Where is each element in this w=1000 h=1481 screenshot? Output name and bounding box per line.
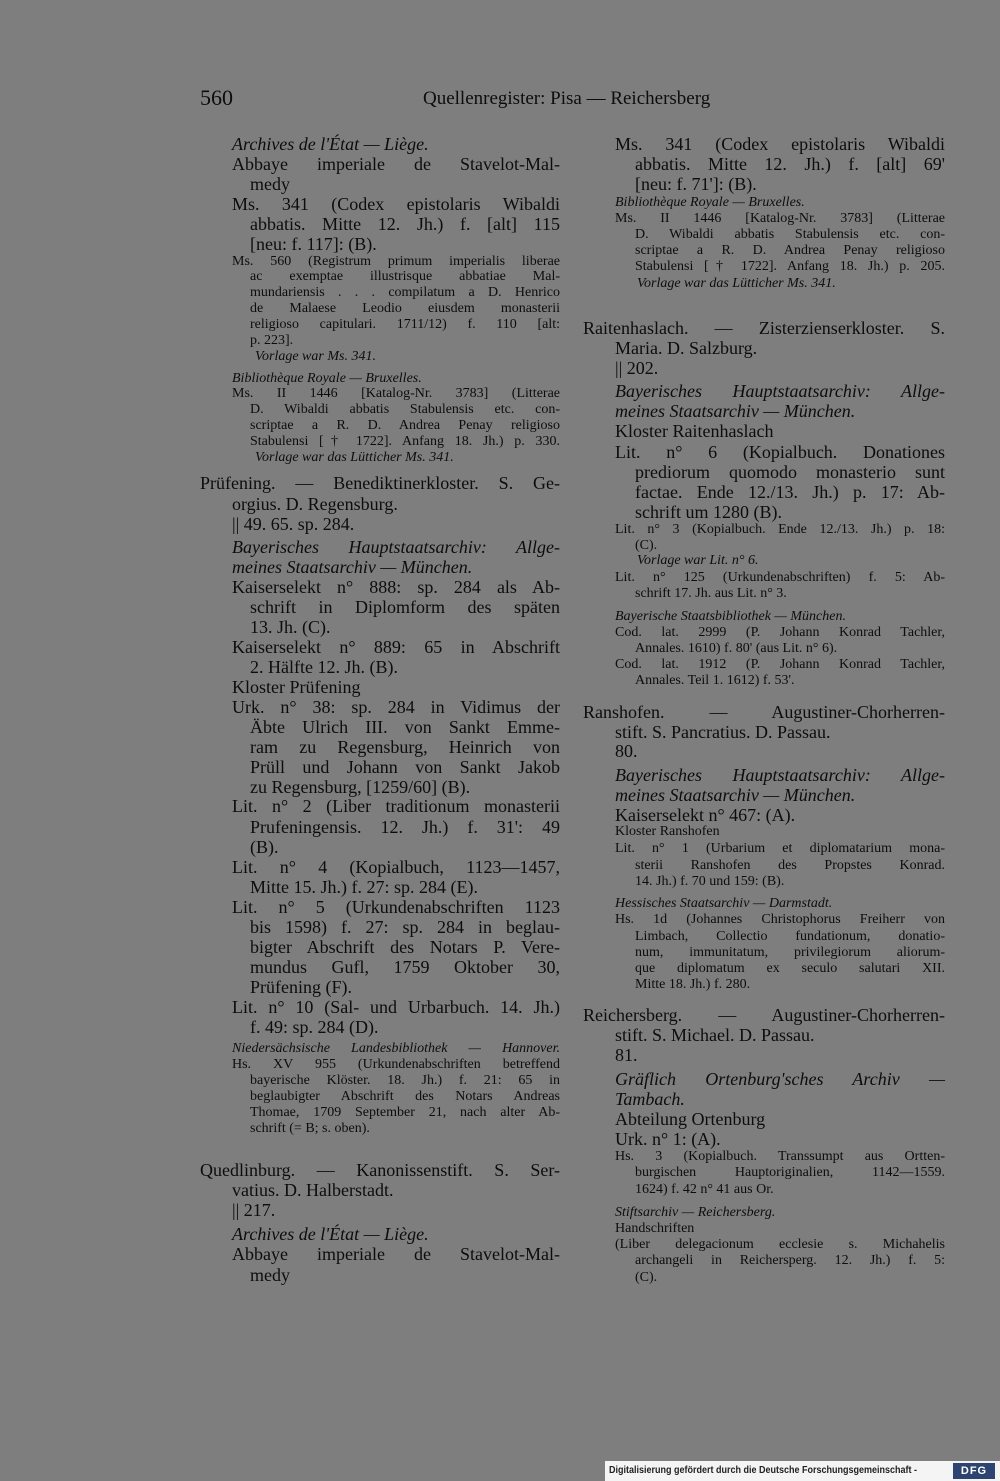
place-heading: Raitenhaslach. — Zisterzienserkloster. S. xyxy=(583,318,945,338)
text-line: Urk. n° 1: (A). xyxy=(615,1129,721,1149)
text-line: zu Regensburg, [1259/60] (B). xyxy=(250,777,471,797)
text-line: abbatis. Mitte 12. Jh.) f. [alt] 115 xyxy=(250,214,560,234)
text-line: medy xyxy=(250,174,290,194)
text-line: Mitte 15. Jh.) f. 27: sp. 284 (E). xyxy=(250,877,478,897)
text-line: sterii Ranshofen des Propstes Konrad. xyxy=(635,858,945,873)
place-heading: Reichersberg. — Augustiner-Chorherren- xyxy=(583,1005,945,1025)
text-line: f. 49: sp. 284 (D). xyxy=(250,1017,379,1037)
reference-line: 81. xyxy=(615,1045,638,1065)
text-line: Prufeningensis. 12. Jh.) f. 31': 49 xyxy=(250,817,560,837)
text-line: de Malaese Leodio eiusdem monasterii xyxy=(250,301,560,316)
text-line: bis 1598) f. 27: sp. 284 in beglau- xyxy=(250,917,560,937)
text-line: que diplomatum ex seculo salutari XII. xyxy=(635,961,945,976)
dfg-logo: DFG xyxy=(953,1463,995,1479)
text-line: Limbach, Collectio fundationum, donatio- xyxy=(635,929,945,944)
text-line: Thomae, 1709 September 21, nach alter Ab- xyxy=(250,1105,560,1120)
text-line: 1624) f. 42 n° 41 aus Or. xyxy=(635,1182,774,1197)
archive-name: meines Staatsarchiv — München. xyxy=(615,785,856,805)
page-number: 560 xyxy=(200,85,233,110)
text-line: Kloster Raitenhaslach xyxy=(615,421,774,441)
text-line: burgischen Hauptoriginalien, 1142—1559. xyxy=(635,1165,945,1180)
text-line: Lit. n° 6 (Kopialbuch. Donationes xyxy=(615,442,945,462)
text-line: abbatis. Mitte 12. Jh.) f. [alt] 69' xyxy=(635,154,945,174)
note-line: Vorlage war das Lütticher Ms. 341. xyxy=(637,276,836,291)
note-line: Vorlage war Ms. 341. xyxy=(255,349,376,364)
archive-name: Bayerische Staatsbibliothek — München. xyxy=(615,609,846,624)
text-line: Kaiserselekt n° 467: (A). xyxy=(615,805,796,825)
text-line: schrift um 1280 (B). xyxy=(635,502,782,522)
text-line: ram zu Regensburg, Heinrich von xyxy=(250,737,560,757)
reference-line: 80. xyxy=(615,741,638,761)
text-line: Cod. lat. 2999 (P. Johann Konrad Tachler, xyxy=(615,625,945,640)
text-line: Ms. II 1446 [Katalog-Nr. 3783] (Litterae xyxy=(615,211,945,226)
place-heading: vatius. D. Halberstadt. xyxy=(232,1180,394,1200)
text-line: mundariensis . . . compilatum a D. Henrico xyxy=(250,285,560,300)
text-line: Annales. Teil 1. 1612) f. 53'. xyxy=(635,673,795,688)
text-line: prediorum quomodo monasterio sunt xyxy=(635,462,945,482)
text-line: Abbaye imperiale de Stavelot-Mal- xyxy=(232,1244,560,1264)
note-line: Vorlage war das Lütticher Ms. 341. xyxy=(255,450,454,465)
text-line: Ms. 560 (Registrum primum imperialis liberae xyxy=(232,254,560,269)
archive-name: Gräflich Ortenburg'sches Archiv — xyxy=(615,1069,945,1089)
text-line: D. Wibaldi abbatis Stabulensis etc. con- xyxy=(635,227,945,242)
text-line: Abteilung Ortenburg xyxy=(615,1109,766,1129)
archive-name: Bayerisches Hauptstaatsarchiv: Allge- xyxy=(615,381,945,401)
text-line: Hs. 3 (Kopialbuch. Transsumpt aus Ortten- xyxy=(615,1149,945,1164)
text-line: Lit. n° 4 (Kopialbuch, 1123—1457, xyxy=(232,857,560,877)
text-line: Hs. XV 955 (Urkundenabschriften betreffend xyxy=(232,1057,560,1072)
text-line: ac exemptae illustrisque abbatiae Mal- xyxy=(250,269,560,284)
reference-line: || 202. xyxy=(615,358,659,378)
archive-name: Bibliothèque Royale — Bruxelles. xyxy=(232,371,422,386)
text-line: Prüll und Johann von Sankt Jakob xyxy=(250,757,560,777)
archive-name: Bayerisches Hauptstaatsarchiv: Allge- xyxy=(232,537,560,557)
text-line: Kaiserselekt n° 888: sp. 284 als Ab- xyxy=(232,577,560,597)
text-line: mundus Gufl, 1759 Oktober 30, xyxy=(250,957,560,977)
place-heading: Prüfening. — Benediktinerkloster. S. Ge- xyxy=(200,473,560,493)
reference-line: || 217. xyxy=(232,1200,276,1220)
archive-name: Hessisches Staatsarchiv — Darmstadt. xyxy=(615,896,833,911)
text-line: 2. Hälfte 12. Jh. (B). xyxy=(250,657,398,677)
archive-name: meines Staatsarchiv — München. xyxy=(615,401,856,421)
text-line: Lit. n° 2 (Liber traditionum monasterii xyxy=(232,796,560,816)
text-line: religioso capitulari. 1711/12) f. 110 [alt: xyxy=(250,317,560,332)
text-line: Annales. 1610) f. 80' (aus Lit. n° 6). xyxy=(635,641,838,656)
archive-name: Bibliothèque Royale — Bruxelles. xyxy=(615,195,805,210)
funding-credit: Digitalisierung gefördert durch die Deutsche Forschungsgemeinschaft - xyxy=(609,1465,918,1476)
text-line: Urk. n° 38: sp. 284 in Vidimus der xyxy=(232,697,560,717)
archive-name: meines Staatsarchiv — München. xyxy=(232,557,473,577)
reference-line: || 49. 65. sp. 284. xyxy=(232,514,355,534)
text-line: medy xyxy=(250,1265,290,1285)
text-line: Mitte 18. Jh.) f. 280. xyxy=(635,977,751,992)
text-line: bigter Abschrift des Notars P. Vere- xyxy=(250,937,560,957)
text-line: schrift 17. Jh. aus Lit. n° 3. xyxy=(635,586,787,601)
text-line: 13. Jh. (C). xyxy=(250,617,331,637)
right-column xyxy=(583,0,947,1300)
archive-name: Tambach. xyxy=(615,1089,685,1109)
text-line: Kloster Ranshofen xyxy=(615,824,720,839)
text-line: scriptae a R. D. Andrea Penay religioso xyxy=(250,418,560,433)
text-line: Kaiserselekt n° 889: 65 in Abschrift xyxy=(232,637,560,657)
text-line: beglaubigter Abschrift des Notars Andreas xyxy=(250,1089,560,1104)
text-line: Äbte Ulrich III. von Sankt Emme- xyxy=(250,717,560,737)
text-line: factae. Ende 12./13. Jh.) p. 17: Ab- xyxy=(635,482,945,502)
text-line: Lit. n° 1 (Urbarium et diplomatarium mona- xyxy=(615,841,945,856)
text-line: 14. Jh.) f. 70 und 159: (B). xyxy=(635,874,785,889)
text-line: Hs. 1d (Johannes Christophorus Freiherr von xyxy=(615,912,945,927)
text-line: (B). xyxy=(250,837,279,857)
text-line: Ms. 341 (Codex epistolaris Wibaldi xyxy=(232,194,560,214)
place-heading: stift. S. Michael. D. Passau. xyxy=(615,1025,815,1045)
archive-name: Bayerisches Hauptstaatsarchiv: Allge- xyxy=(615,765,945,785)
text-line: Lit. n° 10 (Sal- und Urbarbuch. 14. Jh.) xyxy=(232,997,560,1017)
place-heading: Quedlinburg. — Kanonissenstift. S. Ser- xyxy=(200,1160,560,1180)
note-line: Vorlage war Lit. n° 6. xyxy=(637,553,759,568)
place-heading: Maria. D. Salzburg. xyxy=(615,338,758,358)
text-line: num, immunitatum, privilegiorum aliorum- xyxy=(635,945,945,960)
text-line: Handschriften xyxy=(615,1221,695,1236)
archive-name: Stiftsarchiv — Reichersberg. xyxy=(615,1205,776,1220)
place-heading: Ranshofen. — Augustiner-Chorherren- xyxy=(583,702,945,722)
text-line: D. Wibaldi abbatis Stabulensis etc. con- xyxy=(250,402,560,417)
text-line: p. 223]. xyxy=(250,333,294,348)
left-column xyxy=(200,0,564,1300)
text-line: archangeli in Reichersperg. 12. Jh.) f. 5: xyxy=(635,1253,945,1268)
text-line: schrift in Diplomform des späten xyxy=(250,597,560,617)
text-line: Lit. n° 125 (Urkundenabschriften) f. 5: Ab- xyxy=(615,570,945,585)
running-title: Quellenregister: Pisa — Reichersberg xyxy=(423,88,711,109)
text-line: Lit. n° 3 (Kopialbuch. Ende 12./13. Jh.) p. 18: xyxy=(615,522,945,537)
text-line: Lit. n° 5 (Urkundenabschriften 1123 xyxy=(232,897,560,917)
text-line: Ms. 341 (Codex epistolaris Wibaldi xyxy=(615,134,945,154)
text-line: schrift (= B; s. oben). xyxy=(250,1121,370,1136)
text-line: (Liber delegacionum ecclesie s. Michahelis xyxy=(615,1237,945,1252)
text-line: Kloster Prüfening xyxy=(232,677,361,697)
place-heading: orgius. D. Regensburg. xyxy=(232,494,398,514)
text-line: Cod. lat. 1912 (P. Johann Konrad Tachler, xyxy=(615,657,945,672)
text-line: bayerische Klöster. 18. Jh.) f. 21: 65 in xyxy=(250,1073,560,1088)
text-line: scriptae a R. D. Andrea Penay religioso xyxy=(635,243,945,258)
text-line: Ms. II 1446 [Katalog-Nr. 3783] (Litterae xyxy=(232,386,560,401)
text-line: (C). xyxy=(635,1270,658,1285)
text-line: [neu: f. 117]: (B). xyxy=(250,234,377,254)
text-line: Abbaye imperiale de Stavelot-Mal- xyxy=(232,154,560,174)
text-line: [neu: f. 71']: (B). xyxy=(635,174,757,194)
place-heading: stift. S. Pancratius. D. Passau. xyxy=(615,722,831,742)
archive-name: Archives de l'État — Liège. xyxy=(232,134,429,154)
text-line: Stabulensi [† 1722]. Anfang 18. Jh.) p. 205. xyxy=(635,259,945,274)
archive-name: Niedersächsische Landesbibliothek — Hannover. xyxy=(232,1041,560,1056)
text-line: (C). xyxy=(635,538,658,553)
text-line: Stabulensi [† 1722]. Anfang 18. Jh.) p. 330. xyxy=(250,434,560,449)
text-line: Prüfening (F). xyxy=(250,977,352,997)
archive-name: Archives de l'État — Liège. xyxy=(232,1224,429,1244)
